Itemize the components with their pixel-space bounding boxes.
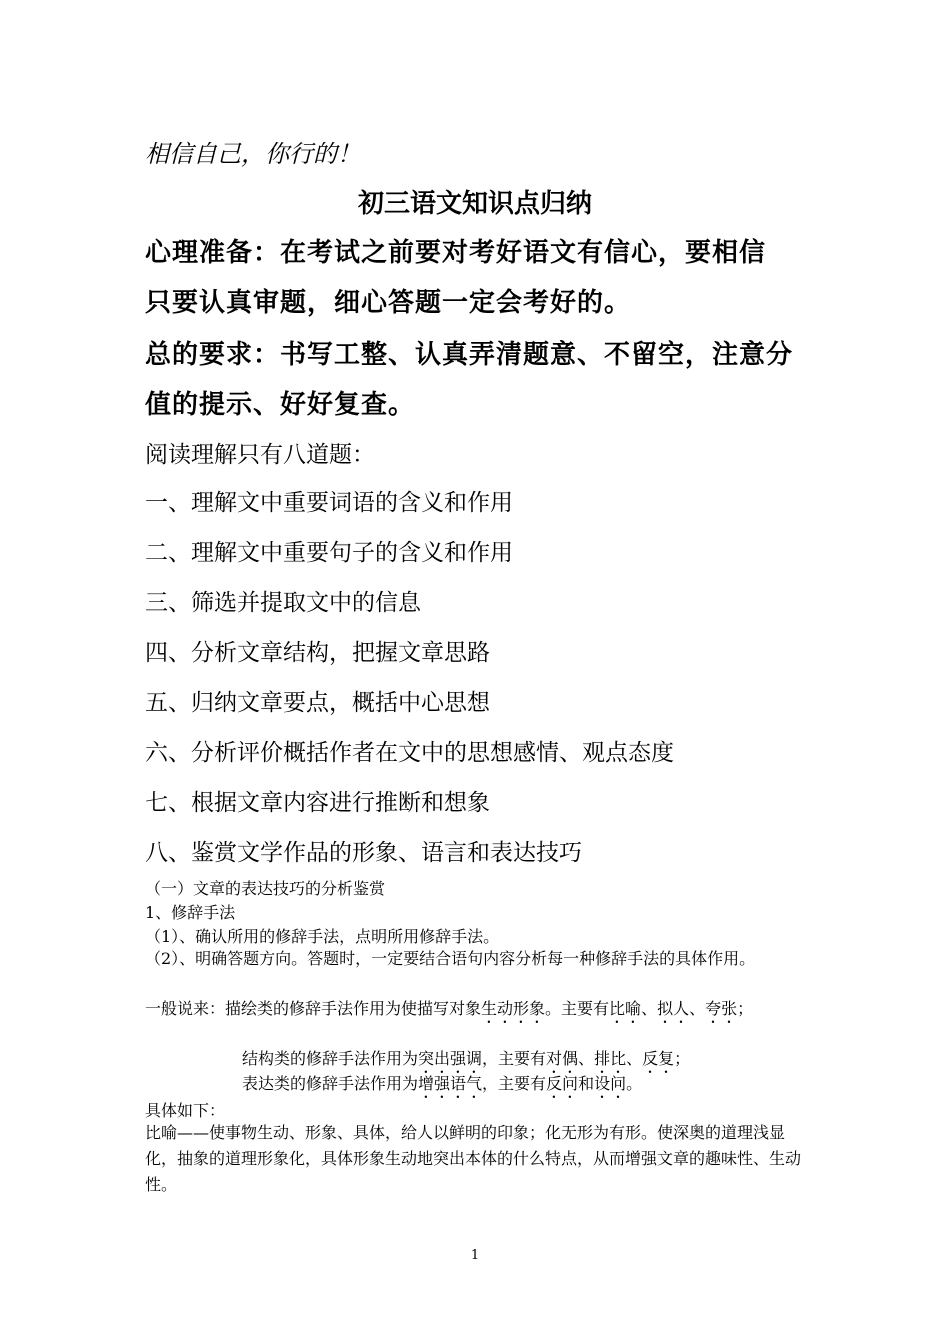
question-item: 二、理解文中重要句子的含义和作用 — [145, 540, 513, 566]
general-text: 、 — [689, 999, 706, 1018]
section-heading: （一）文章的表达技巧的分析鉴赏 — [145, 879, 386, 898]
emphasis-text: 反问 — [546, 1074, 579, 1093]
metaphor-paragraph: 比喻——使事物生动、形象、具体，给人以鲜明的印象；化无形为有形。使深奥的道理浅显化，抽象的道理形象化，具体形象生动地突出本体的什么特点，从而增强文章的趣味性、生动性。 — [145, 1123, 802, 1194]
expression-text: 表达类的修辞手法作用为 — [242, 1074, 419, 1093]
mental-prep-line-1: 心理准备：在考试之前要对考好语文有信心，要相信 — [145, 238, 767, 268]
general-note — [145, 996, 810, 1027]
emphasis-text: 排比 — [594, 1049, 627, 1068]
general-text: 。主要有 — [545, 999, 610, 1018]
structure-text: ，主要有 — [482, 1049, 547, 1068]
general-req-line-1: 总的要求：书写工整、认真弄清题意、不留空，注意分 — [145, 340, 794, 370]
reading-intro: 阅读理解只有八道题： — [145, 442, 375, 468]
structure-text: 、 — [578, 1049, 595, 1068]
question-item: 四、分析文章结构，把握文章思路 — [145, 640, 490, 666]
details-label: 具体如下： — [145, 1101, 226, 1120]
emphasis-text: 设问 — [594, 1074, 627, 1093]
structure-text: 、 — [626, 1049, 643, 1068]
emphasis-text: 增强语气 — [418, 1074, 483, 1093]
expression-text: 和 — [578, 1074, 595, 1093]
question-item: 五、归纳文章要点，概括中心思想 — [145, 690, 490, 716]
question-item: 三、筛选并提取文中的信息 — [145, 590, 421, 616]
step-1: （1）、确认所用的修辞手法，点明所用修辞手法。 — [145, 927, 500, 946]
emphasis-text: 拟人 — [657, 999, 690, 1018]
page-number: 1 — [470, 1248, 480, 1263]
general-text: 、 — [641, 999, 658, 1018]
structure-text: ； — [674, 1049, 691, 1068]
page-title: 初三语文知识点归纳 — [357, 189, 592, 219]
emphasis-text: 对偶 — [546, 1049, 579, 1068]
emphasis-text: 反复 — [642, 1049, 675, 1068]
mental-prep-line-2: 只要认真审题，细心答题一定会考好的。 — [145, 288, 632, 318]
expression-text: ，主要有 — [482, 1074, 547, 1093]
emphasis-text: 突出强调 — [418, 1049, 483, 1068]
expression-note — [242, 1071, 642, 1102]
general-text: 一般说来：描绘类的修辞手法作用为使描写对象 — [145, 999, 482, 1018]
motto: 相信自己，你行的！ — [145, 140, 361, 168]
question-item: 六、分析评价概括作者在文中的思想感情、观点态度 — [145, 740, 674, 766]
expression-text: 。 — [626, 1074, 643, 1093]
question-item: 一、理解文中重要词语的含义和作用 — [145, 490, 513, 516]
question-item: 八、鉴赏文学作品的形象、语言和表达技巧 — [145, 840, 582, 866]
subsection-heading: 1、修辞手法 — [145, 903, 236, 922]
general-text: ； — [737, 999, 754, 1018]
step-2: （2）、明确答题方向。答题时，一定要结合语句内容分析每一种修辞手法的具体作用。 — [145, 949, 756, 968]
question-item: 七、根据文章内容进行推断和想象 — [145, 790, 490, 816]
structure-text: 结构类的修辞手法作用为 — [242, 1049, 419, 1068]
emphasis-text: 夸张 — [705, 999, 738, 1018]
emphasis-text: 生动形象 — [481, 999, 546, 1018]
general-req-line-2: 值的提示、好好复查。 — [145, 390, 416, 420]
emphasis-text: 比喻 — [609, 999, 642, 1018]
